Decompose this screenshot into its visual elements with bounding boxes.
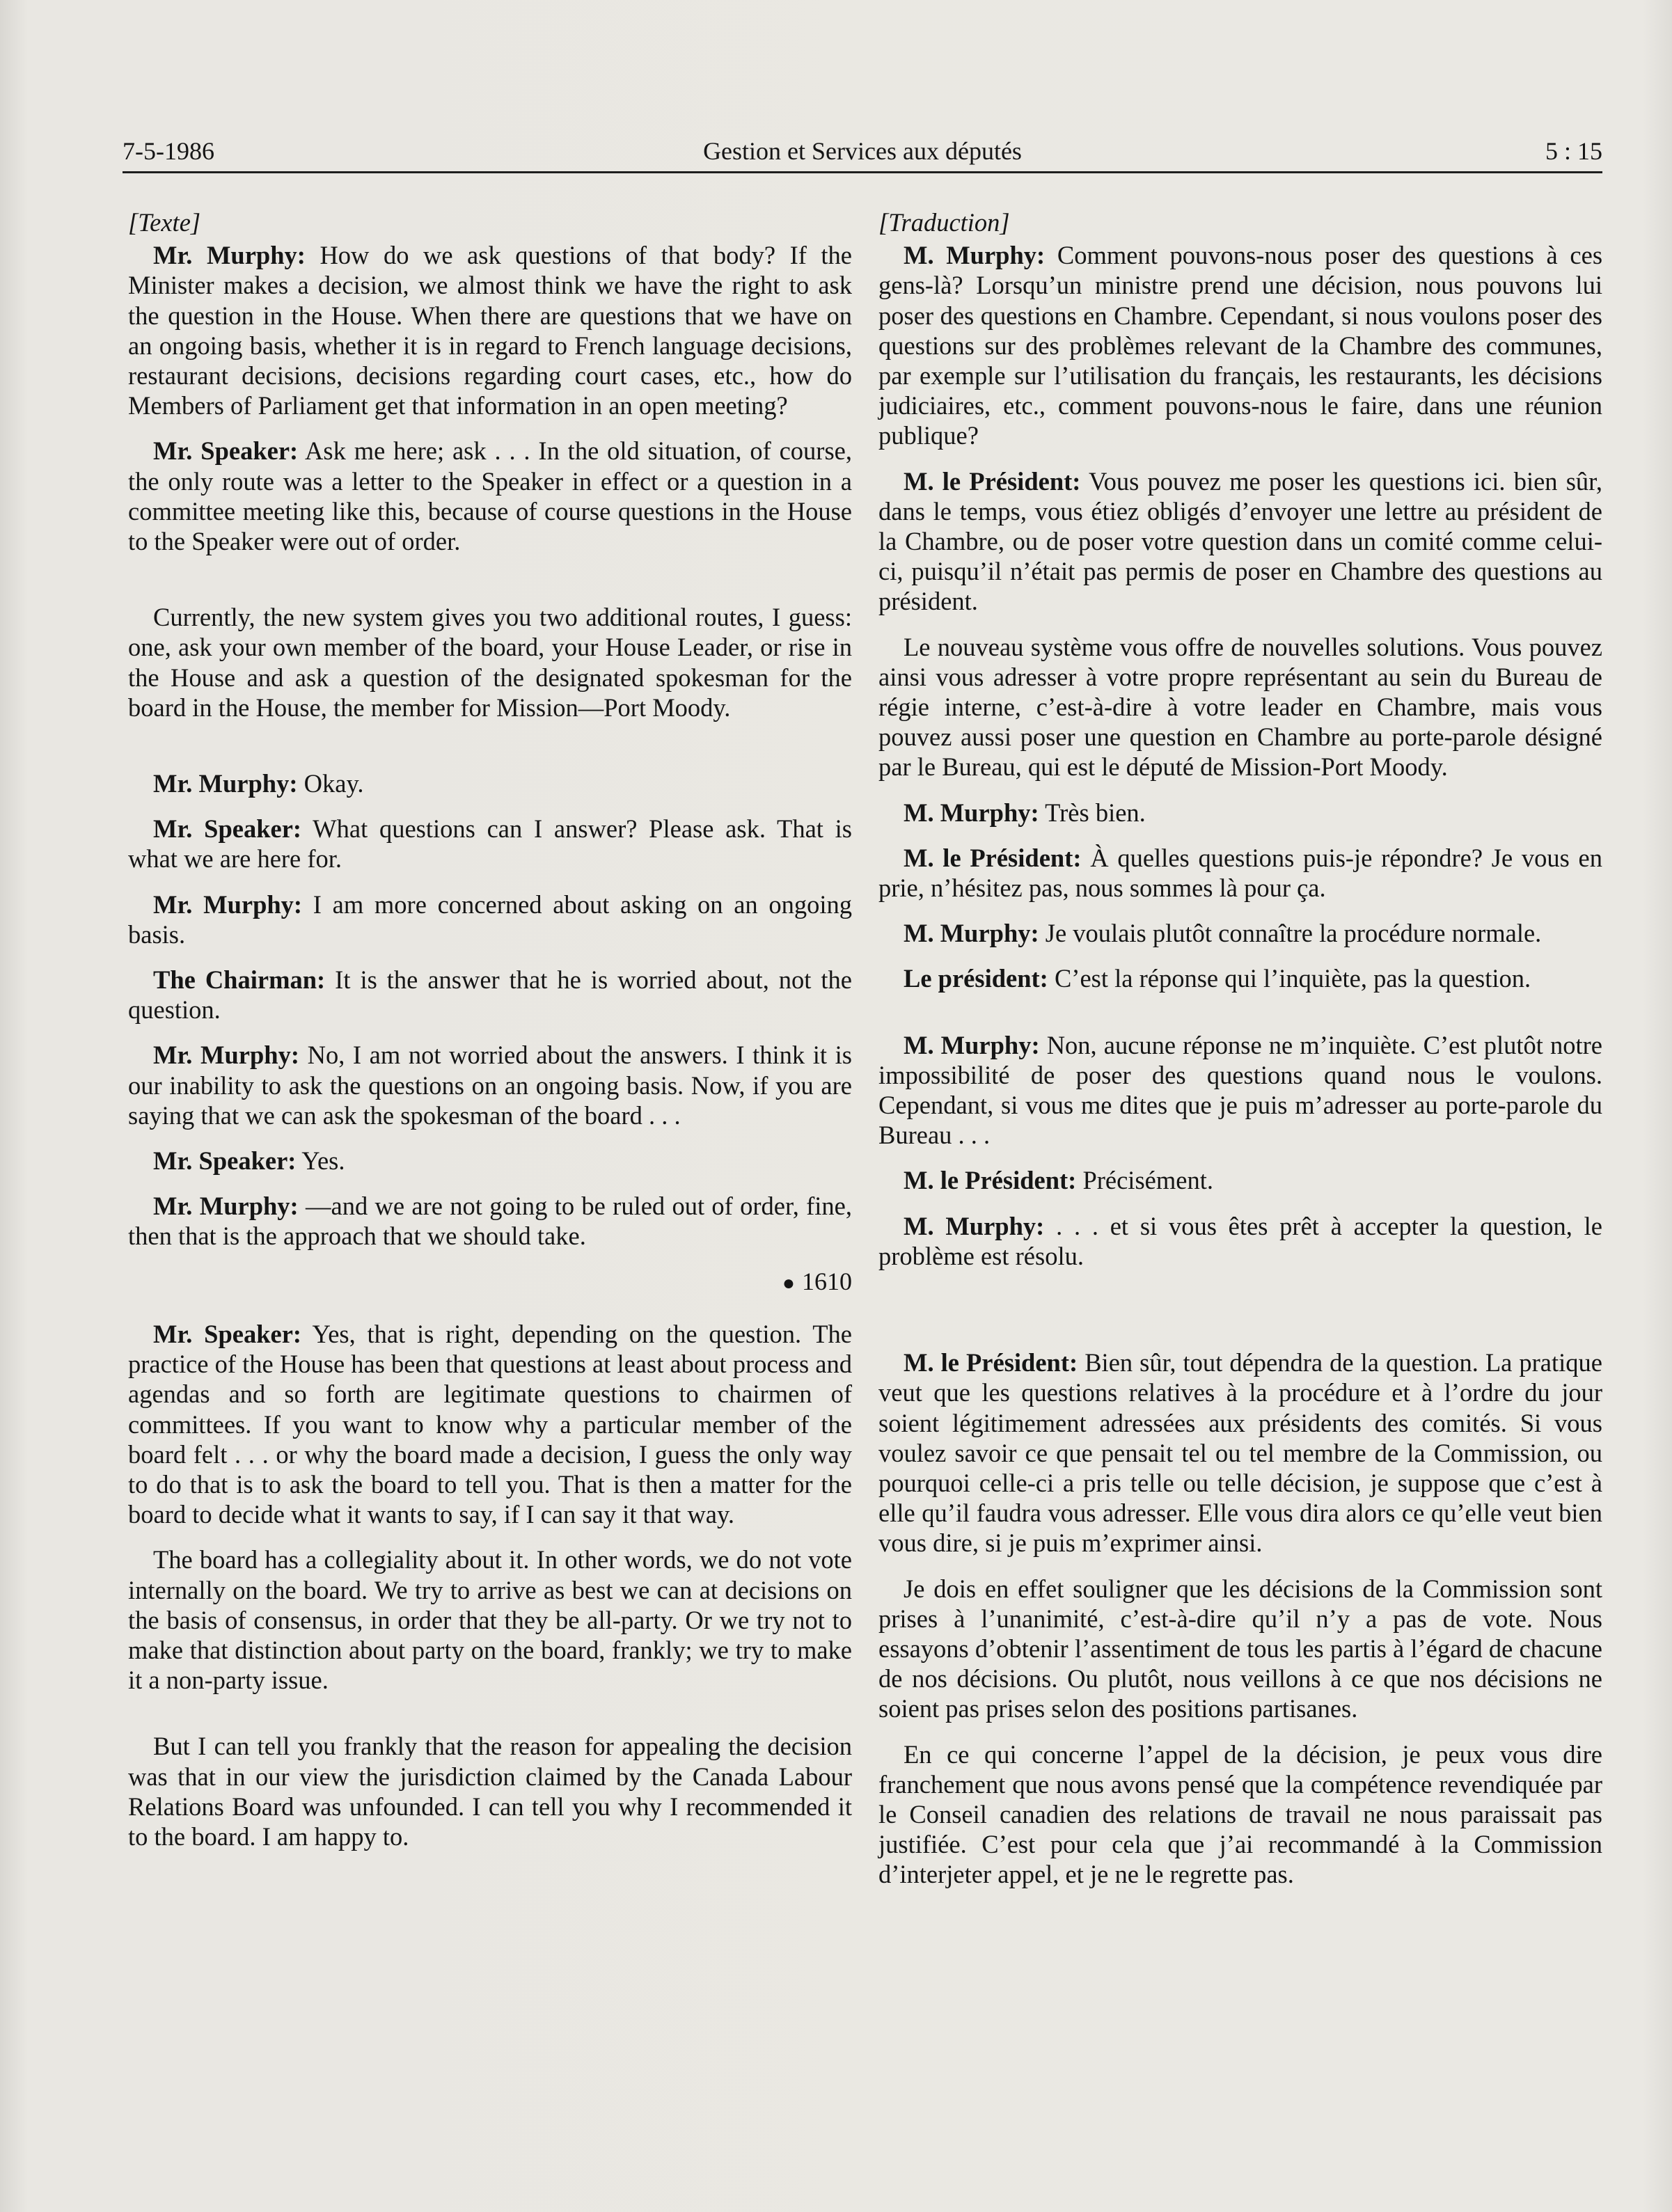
lang-label: [Traduction] <box>878 208 1010 237</box>
paragraph-text: How do we ask questions of that body? If the Minister makes a decision, we almost think we have the right to ask the question in the House. When there are questions that we have on an ongoing basis, whether it is in regard to French language decisions, restaurant decisions, decisions regarding court cases, etc., how do Members of Parliament get that information in an open meeting? <box>128 241 853 420</box>
speaker-name: Mr. Speaker: <box>153 1319 302 1348</box>
paragraph-text: Je voulais plutôt connaître la procédure normale. <box>1045 919 1542 948</box>
paragraph-text: En ce qui concerne l’appel de la décision, je peux vous dire franchement que nous avons pensé que la compétence revendiquée par le Conseil canadien des relations de travail ne nous paraissait pas justifiée. C’est pour cela que j’ai recommandé à la Commission d’interjeter appel, et je ne le regrette pas. <box>878 1739 1602 1889</box>
paragraph-text: Comment pouvons-nous poser des questions à ces gens-là? Lorsqu’un ministre prend une décision, nous pouvons lui poser des questions en Chambre. Cependant, si nous voulons poser des questions sur des problèmes relevant de la Chambre des communes, par exemple sur l’utilisation du français, les restaurants, les décisions judiciaires, etc., comment pouvons-nous le faire, dans une réunion publique? <box>878 241 1603 450</box>
paragraph <box>128 1146 852 1176</box>
speaker-name: Mr. Murphy: <box>153 890 303 919</box>
paragraph-text: . . . et si vous êtes prêt à accepter la question, le problème est résolu. <box>878 1211 1602 1270</box>
paragraph-text: À quelles questions puis-je répondre? Je vous en prie, n’hésitez pas, nous sommes là pour ça. <box>878 843 1603 903</box>
paragraph-text: Le nouveau système vous offre de nouvelles solutions. Vous pouvez ainsi vous adresser à votre propre représentant au sein du Bureau de régie interne, c’est-à-dire à votre leader en Chambre, mais vous pouvez aussi poser une question en Chambre au porte-parole désigné par le Bureau, qui est le député de Mission-Port Moody. <box>878 632 1602 782</box>
paragraph-text: Currently, the new system gives you two additional routes, I guess: one, ask your own member of the board, your House Leader, or rise in the House and ask a question of the designated spokesman for the board in the House, the member for Mission—Port Moody. <box>128 603 852 722</box>
paragraph-text: Je dois en effet souligner que les décisions de la Commission sont prises à l’unanimité, c’est-à-dire qu’il n’y a pas de vote. Nous essayons d’obtenir l’assentiment de tous les partis à l’égard de chacune de nos décisions. Ou plutôt, nous veillons à ce que nos décisions ne soient pas prises selon des positions partisanes. <box>878 1574 1602 1723</box>
paragraph <box>128 1545 852 1695</box>
paragraph-text: Yes, that is right, depending on the question. The practice of the House has been that questions at least about process and agendas and so forth are legitimate questions to chairmen of committees. If you want to know why a particular member of the board felt . . . or why the board made a decision, I guess the only way to do that is to ask the board to tell you. That is then a matter for the board to decide what it wants to say, if I can say it that way. <box>128 1319 852 1529</box>
paragraph-text: I am more concerned about asking on an ongoing basis. <box>128 890 852 949</box>
paragraph <box>128 890 852 949</box>
header-page-number: 5 : 15 <box>1545 137 1602 165</box>
paragraph-text: What questions can I answer? Please ask. That is what we are here for. <box>128 814 852 874</box>
paragraph-text: C’est la réponse qui l’inquiète, pas la question. <box>1054 964 1531 993</box>
paragraph-text: It is the answer that he is worried about, not the question. <box>128 965 852 1025</box>
paragraph-text: But I can tell you frankly that the reason for appealing the decision was that in our view the jurisdiction claimed by the Canada Labour Relations Board was unfounded. I can tell you why I recommended it to the board. I am happy to. <box>128 1732 852 1851</box>
paragraph <box>128 1040 852 1130</box>
paragraph <box>128 768 852 798</box>
paragraph <box>128 436 852 556</box>
speaker-name: Mr. Speaker: <box>153 814 302 844</box>
paragraph <box>128 965 852 1025</box>
paragraph <box>878 798 1602 828</box>
paragraph <box>878 843 1602 903</box>
paragraph <box>128 1319 852 1529</box>
paragraph-text: Okay. <box>303 769 364 798</box>
speaker-name: M. le Président: <box>904 1166 1077 1195</box>
speaker-name: Mr. Speaker: <box>153 436 299 466</box>
paragraph <box>128 1731 852 1851</box>
paragraph-text: Précisément. <box>1082 1166 1213 1195</box>
paragraph <box>878 466 1602 617</box>
speaker-name: Mr. Speaker: <box>153 1146 297 1176</box>
paragraph-text: —and we are not going to be ruled out of order, fine, then that is the approach that we should take. <box>128 1192 853 1251</box>
paragraph-text: Yes. <box>301 1146 345 1176</box>
speaker-name: M. Murphy: <box>904 1211 1045 1240</box>
speaker-name: Mr. Murphy: <box>153 769 298 798</box>
paragraph-text: Non, aucune réponse ne m’inquiète. C’est plutôt notre impossibilité de poser des questions quand nous le voulons. Cependant, si vous me dites que je puis m’adresser au porte-parole du Bureau . . . <box>878 1030 1602 1150</box>
speaker-name: Mr. Murphy: <box>153 241 306 270</box>
speaker-name: M. Murphy: <box>904 798 1039 827</box>
paragraph <box>128 1191 852 1251</box>
speaker-name: M. le Président: <box>904 466 1081 496</box>
bullet-icon: ● <box>782 1271 795 1295</box>
paragraph <box>878 1348 1602 1558</box>
page-header <box>123 134 1602 173</box>
time-marker: ● 1610 <box>782 1267 852 1295</box>
paragraph <box>128 814 852 874</box>
lang-label: [Texte] <box>128 208 201 237</box>
speaker-name: M. le Président: <box>904 843 1082 872</box>
paragraph <box>878 240 1602 450</box>
speaker-name: The Chairman: <box>153 965 326 995</box>
speaker-name: M. le Président: <box>904 1348 1078 1377</box>
paragraph-text: Très bien. <box>1045 798 1146 827</box>
paragraph <box>878 1165 1602 1195</box>
paragraph <box>128 240 852 420</box>
speaker-name: M. Murphy: <box>904 919 1039 948</box>
left-column <box>128 207 852 1867</box>
paragraph-text: Vous pouvez me poser les questions ici. bien sûr, dans le temps, vous étiez obligés d’envoyer une lettre au président de la Chambre, ou de poser votre question dans un comité comme celui-ci, puisqu’il n’était pas permis de poser en Chambre des questions au président. <box>878 466 1602 616</box>
paragraph-text: The board has a collegiality about it. In other words, we do not vote internally on the board. We try to arrive as best we can at decisions on the basis of consensus, in order that they be all-party. Or we try not to make that distinction about party on the board, frankly; we try to make it a non-party issue. <box>128 1545 852 1695</box>
paragraph <box>878 632 1602 782</box>
speaker-name: Le président: <box>904 964 1048 993</box>
right-column <box>878 207 1602 1905</box>
header-date: 7-5-1986 <box>123 137 214 165</box>
speaker-name: Mr. Murphy: <box>153 1192 299 1221</box>
paragraph-text: Ask me here; ask . . . In the old situation, of course, the only route was a letter to the Speaker in effect or a question in a committee meeting like this, because of course questions in the House to the Speaker were out of order. <box>128 436 852 556</box>
paragraph <box>128 602 852 722</box>
paragraph <box>878 1739 1602 1890</box>
paragraph <box>878 1030 1602 1151</box>
speaker-name: M. Murphy: <box>904 1030 1040 1059</box>
paragraph <box>878 918 1602 948</box>
header-title: Gestion et Services aux députés <box>703 137 1022 165</box>
speaker-name: M. Murphy: <box>904 241 1046 270</box>
paragraph <box>878 1574 1602 1724</box>
paragraph-text: No, I am not worried about the answers. I think it is our inability to ask the questions on an ongoing basis. Now, if you are saying that we can ask the spokesman of the board . . . <box>128 1041 853 1130</box>
paragraph-text: Bien sûr, tout dépendra de la question. La pratique veut que les questions relatives à la procédure et à l’ordre du jour soient légitimement adressées aux présidents des comités. Si vous voulez savoir ce que pensait tel ou tel membre de la Commission, ou pourquoi celle-ci a pris telle ou telle décision, je suppose que c’est à elle qu’il faudra vous adresser. Elle vous dira alors ce qu’elle veut bien vous dire, si je puis m’exprimer ainsi. <box>878 1348 1602 1558</box>
paragraph <box>878 963 1602 993</box>
paragraph <box>878 1211 1602 1271</box>
speaker-name: Mr. Murphy: <box>153 1041 299 1070</box>
